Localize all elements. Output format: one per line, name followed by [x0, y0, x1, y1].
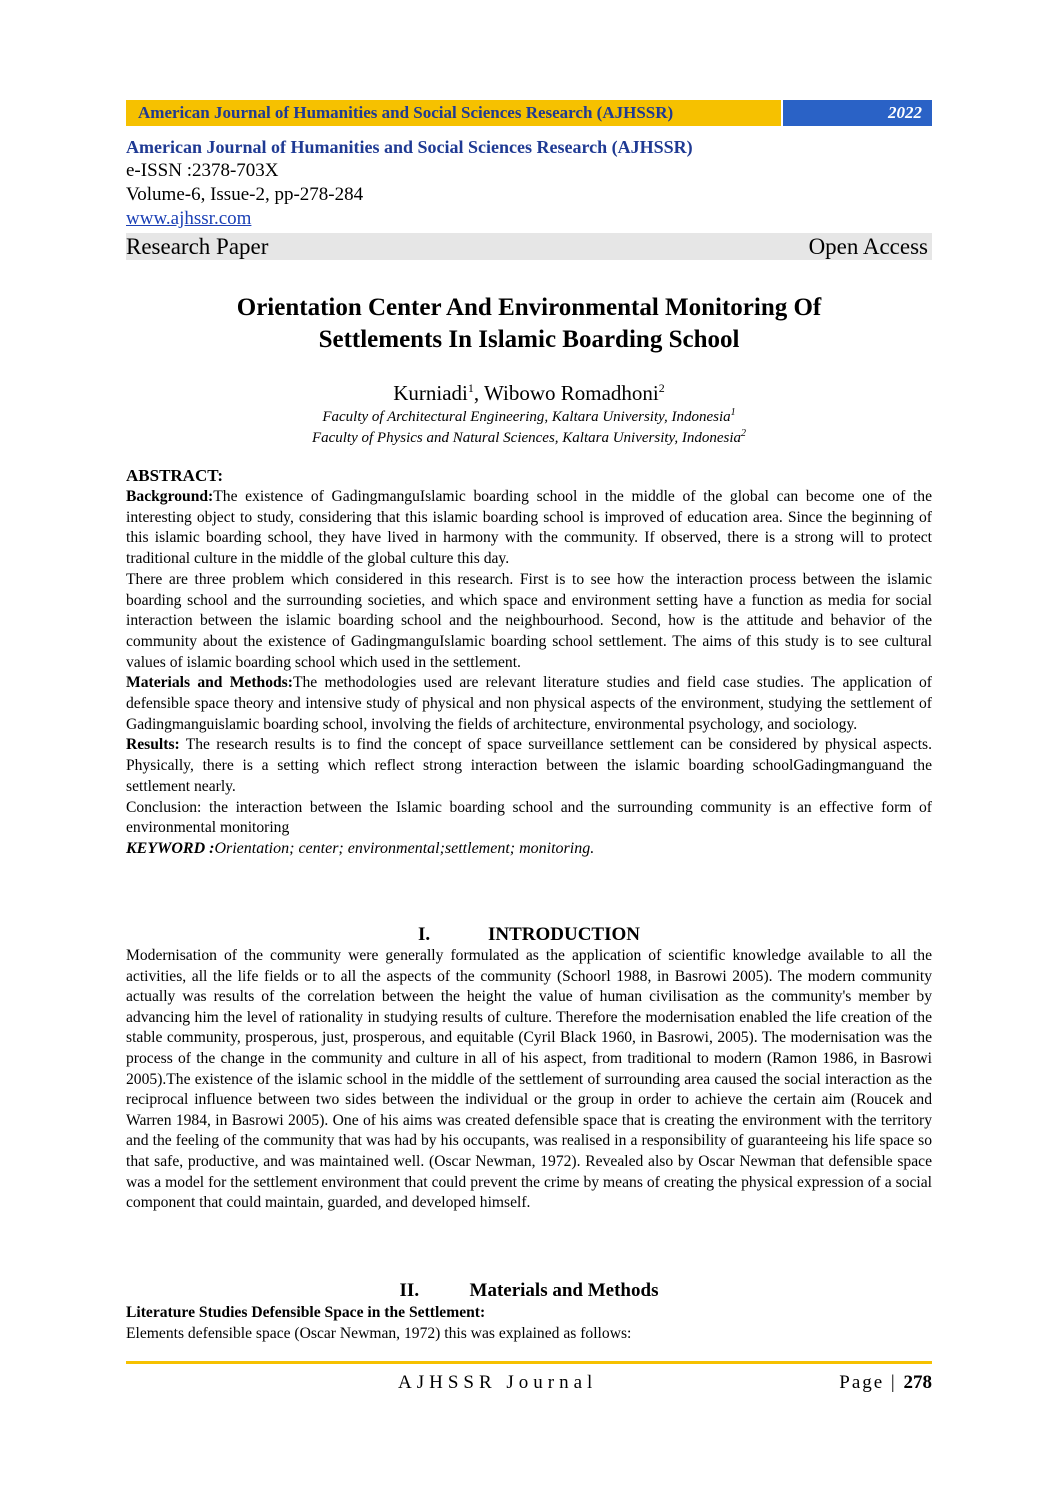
section-2-number: II.: [399, 1280, 420, 1301]
abstract-methods-label: Materials and Methods:: [126, 674, 293, 692]
methods-paragraph: Elements defensible space (Oscar Newman, 1972) this was explained as follows:: [126, 1324, 632, 1342]
journal-eissn: e-ISSN :2378-703X: [126, 160, 279, 181]
abstract-methods: [126, 673, 932, 735]
methods-text: [126, 1303, 932, 1344]
affiliation-1-sup: 1: [730, 407, 736, 418]
footer-rule: [126, 1361, 932, 1364]
affiliation-2-sup: 2: [741, 428, 747, 439]
introduction-paragraph: Modernisation of the community were generally formulated as the application of scientific knowledge available to all the activities, all the life fields or to all the aspects of the community (Schoorl 1988, in Basrowi 2005). The modern community actually was results of the correlation between the height the value of human civilisation as the community's member by advancing him the level of rationality in studying results of culture. Therefore the modernisation enabled the life creation of the stable community, prosperous, just, prosperous, and equitable (Cyril Black 1960, in Basrowi, 2005). The modernisation was the process of the change in the community and culture in all of his aspect, from traditional to modern (Ramon 1986, in Basrowi 2005).The existence of the islamic school in the middle of the settlement of surrounding area caused the social interaction as the reciprocal influence between two sides between the individual or the group in order to achieve the certain aim (Roucek and Warren 1984, in Basrowi 2005). One of his aims was created defensible space that is creating the environment with the territory and the feeling of the community that was had by his occupants, was realised in a responsibility of guaranteeing his life space so that safe, productive, and was maintained well. (Oscar Newman, 1972). Revealed also by Oscar Newman that defensible space was a model for the settlement environment that could prevent the crime by means of creating the physical expression of a social component that could maintain, guarded, and developed himself.: [126, 947, 932, 1212]
affiliation-2: [126, 424, 932, 448]
section-1-number: I.: [417, 924, 431, 945]
author-2-sup: 2: [658, 381, 665, 395]
running-header: [126, 100, 932, 126]
methods-subheading: Literature Studies Defensible Space in the Settlement:: [126, 1304, 486, 1321]
abstract-keywords: [126, 839, 932, 860]
keyword-label: KEYWORD :: [126, 839, 215, 857]
author-separator: ,: [473, 381, 485, 405]
author-2: Wibowo Romadhoni: [484, 381, 659, 405]
abstract-results-label: Results:: [126, 736, 180, 754]
author-1: Kurniadi: [393, 381, 468, 405]
section-2-title: Materials and Methods: [469, 1280, 659, 1301]
abstract-conclusion: Conclusion: the interaction between the Islamic boarding school and the surrounding community is an effective form of environmental monitoring: [126, 798, 932, 837]
abstract-background-label: Background:: [126, 488, 214, 505]
paper-type: Research Paper: [126, 234, 269, 259]
journal-website-link[interactable]: www.ajhssr.com: [126, 208, 252, 229]
abstract-background-text: The existence of GadingmanguIslamic boarding school in the middle of the global can become one of the interesting object to study, considering that this islamic boarding school is improved of education area. Since the beginning of this islamic boarding school, they have lived in harmony with the community. If observed, there is a strong will to protect traditional culture in the middle of the global culture this day.: [126, 488, 932, 568]
section-2-heading: [126, 1280, 932, 1302]
abstract-results: [126, 735, 932, 797]
affiliation-2-text: Faculty of Physics and Natural Sciences, Kaltara University, Indonesia: [311, 430, 742, 446]
introduction-text: [126, 946, 932, 1214]
access-type: Open Access: [808, 234, 928, 259]
section-1-heading: [126, 924, 932, 946]
running-header-journal: American Journal of Humanities and Social Sciences Research (AJHSSR): [126, 100, 781, 126]
author-1-sup: 1: [467, 381, 474, 395]
footer-journal: AJHSSR Journal: [398, 1372, 598, 1393]
abstract-problem: There are three problem which considered in this research. First is to see how the interaction process between the islamic boarding school and the surrounding societies, and which space and environment setting have a function as media for social interaction between the islamic boarding school and the neighbourhood. Second, how is the attitude and behavior of the community about the existence of GadingmanguIslamic boarding school settlement. The aims of this study is to see cultural values of islamic boarding school which used in the settlement.: [126, 570, 932, 671]
access-bar: [126, 233, 932, 260]
paper-title-line-1: Orientation Center And Environmental Monitoring Of: [236, 294, 822, 321]
section-1-title: INTRODUCTION: [487, 924, 641, 945]
abstract-heading: ABSTRACT:: [126, 466, 223, 485]
authors: [126, 375, 932, 406]
footer-page: [839, 1372, 932, 1394]
abstract-background: [126, 487, 932, 570]
paper-title-line-2: Settlements In Islamic Boarding School: [318, 326, 740, 353]
footer-page-number: 278: [903, 1372, 932, 1393]
footer-page-label: Page |: [839, 1372, 904, 1393]
abstract-methods-text: The methodologies used are relevant literature studies and field case studies. The application of defensible space theory and intensive study of physical and non physical aspects of the environment, studying the settlement of Gadingmanguislamic boarding school, involving the fields of architecture, environmental psychology, and sociology.: [126, 674, 932, 733]
journal-volume: Volume-6, Issue-2, pp-278-284: [126, 184, 364, 205]
affiliation-1-text: Faculty of Architectural Engineering, Kaltara University, Indonesia: [322, 409, 731, 425]
paper-title: [126, 292, 932, 356]
abstract: [126, 465, 932, 860]
keyword-text: Orientation; center; environmental;settlement; monitoring.: [214, 839, 595, 857]
journal-info: [126, 135, 932, 231]
abstract-results-text: The research results is to find the concept of space surveillance settlement can be considered by physical aspects. Physically, there is a setting which reflect strong interaction between the islamic boarding schoolGadingmanguand the settlement nearly.: [126, 736, 932, 795]
running-header-year: 2022: [783, 100, 932, 126]
journal-title: American Journal of Humanities and Social Sciences Research (AJHSSR): [126, 137, 693, 157]
